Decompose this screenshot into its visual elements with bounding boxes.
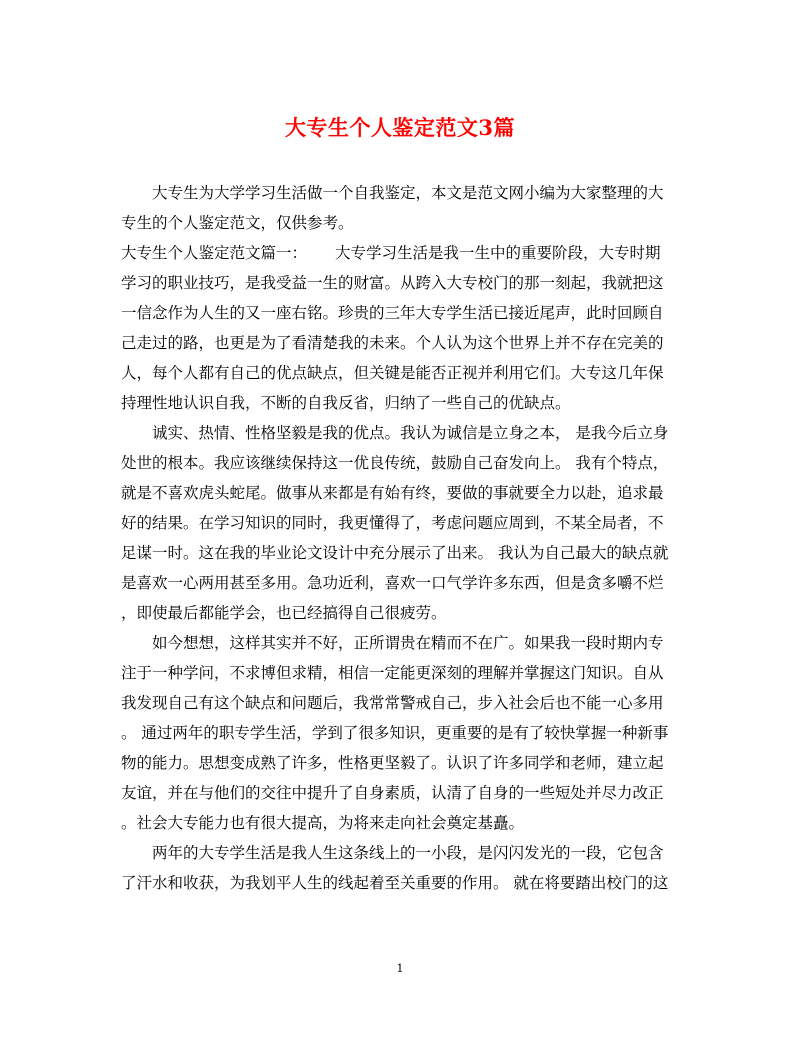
section-heading-line — [121, 238, 681, 268]
document-title: 大专生个人鉴定范文3篇 — [284, 115, 516, 140]
page-number: 1 — [396, 962, 404, 975]
intro-line: 大专生为大学学习生活做一个自我鉴定，本文是范文网小编为大家整理的大 — [152, 184, 664, 202]
paragraph-line: 人，每个人都有自己的优点缺点，但关键是能否正视并利用它们。大专这几年保 — [121, 364, 664, 382]
paragraph-line: 诚实、热情、性格坚毅是我的优点。我认为诚信是立身之本， 是我今后立身 — [152, 424, 669, 442]
paragraph-line: 持理性地认识自我，不断的自我反省，归纳了一些自己的优缺点。 — [121, 394, 571, 412]
intro-line: 专生的个人鉴定范文，仅供参考。 — [121, 214, 354, 232]
document-body — [121, 178, 681, 898]
paragraph-line: ，即使最后都能学会，也已经搞得自己很疲劳。 — [121, 604, 447, 622]
paragraph-line: 学习的职业技巧，是我受益一生的财富。从跨入大专校门的那一刻起，我就把这 — [121, 274, 664, 292]
paragraph-line: 。 通过两年的职专学生活，学到了很多知识，更重要的是有了较快掌握一种新事 — [121, 724, 669, 742]
paragraph-line: 友谊，并在与他们的交往中提升了自身素质，认清了自身的一些短处并尽力改正 — [121, 784, 664, 802]
paragraph-line: 了汗水和收获，为我划平人生的线起着至关重要的作用。 就在将要踏出校门的这 — [121, 874, 669, 892]
paragraph-line: 己走过的路，也更是为了看清楚我的未来。个人认为这个世界上并不存在完美的 — [121, 334, 664, 352]
paragraph-line: 两年的大专学生活是我人生这条线上的一小段，是闪闪发光的一段，它包含 — [152, 844, 664, 862]
paragraph-line: 我发现自己有这个缺点和问题后，我常常警戒自己，步入社会后也不能一心多用 — [121, 694, 664, 712]
paragraph-line: 物的能力。思想变成熟了许多，性格更坚毅了。认识了许多同学和老师，建立起 — [121, 754, 664, 772]
paragraph-line: 注于一种学问，不求博但求精，相信一定能更深刻的理解并掌握这门知识。自从 — [121, 664, 664, 682]
paragraph-line: 一信念作为人生的又一座右铭。珍贵的三年大专学生活已接近尾声，此时回顾自 — [121, 304, 664, 322]
section-heading: 大专生个人鉴定范文篇一： — [121, 244, 308, 262]
section-first-line: 大专学习生活是我一生中的重要阶段，大专时期 — [335, 244, 661, 262]
paragraph-line: 如今想想，这样其实并不好，正所谓贵在精而不在广。如果我一段时期内专 — [152, 634, 664, 652]
paragraph-line: 就是不喜欢虎头蛇尾。做事从来都是有始有终，要做的事就要全力以赴，追求最 — [121, 484, 664, 502]
paragraph-line: 处世的根本。我应该继续保持这一优良传统，鼓励自己奋发向上。 我有个特点， — [121, 454, 669, 472]
paragraph-line: 是喜欢一心两用甚至多用。急功近利，喜欢一口气学许多东西，但是贪多嚼不烂 — [121, 574, 664, 592]
paragraph-line: 好的结果。在学习知识的同时，我更懂得了，考虑问题应周到，不某全局者，不 — [121, 514, 664, 532]
paragraph-line: 足谋一时。这在我的毕业论文设计中充分展示了出来。 我认为自己最大的缺点就 — [121, 544, 669, 562]
paragraph-line: 。社会大专能力也有很大提高，为将来走向社会奠定基矗。 — [121, 814, 525, 832]
